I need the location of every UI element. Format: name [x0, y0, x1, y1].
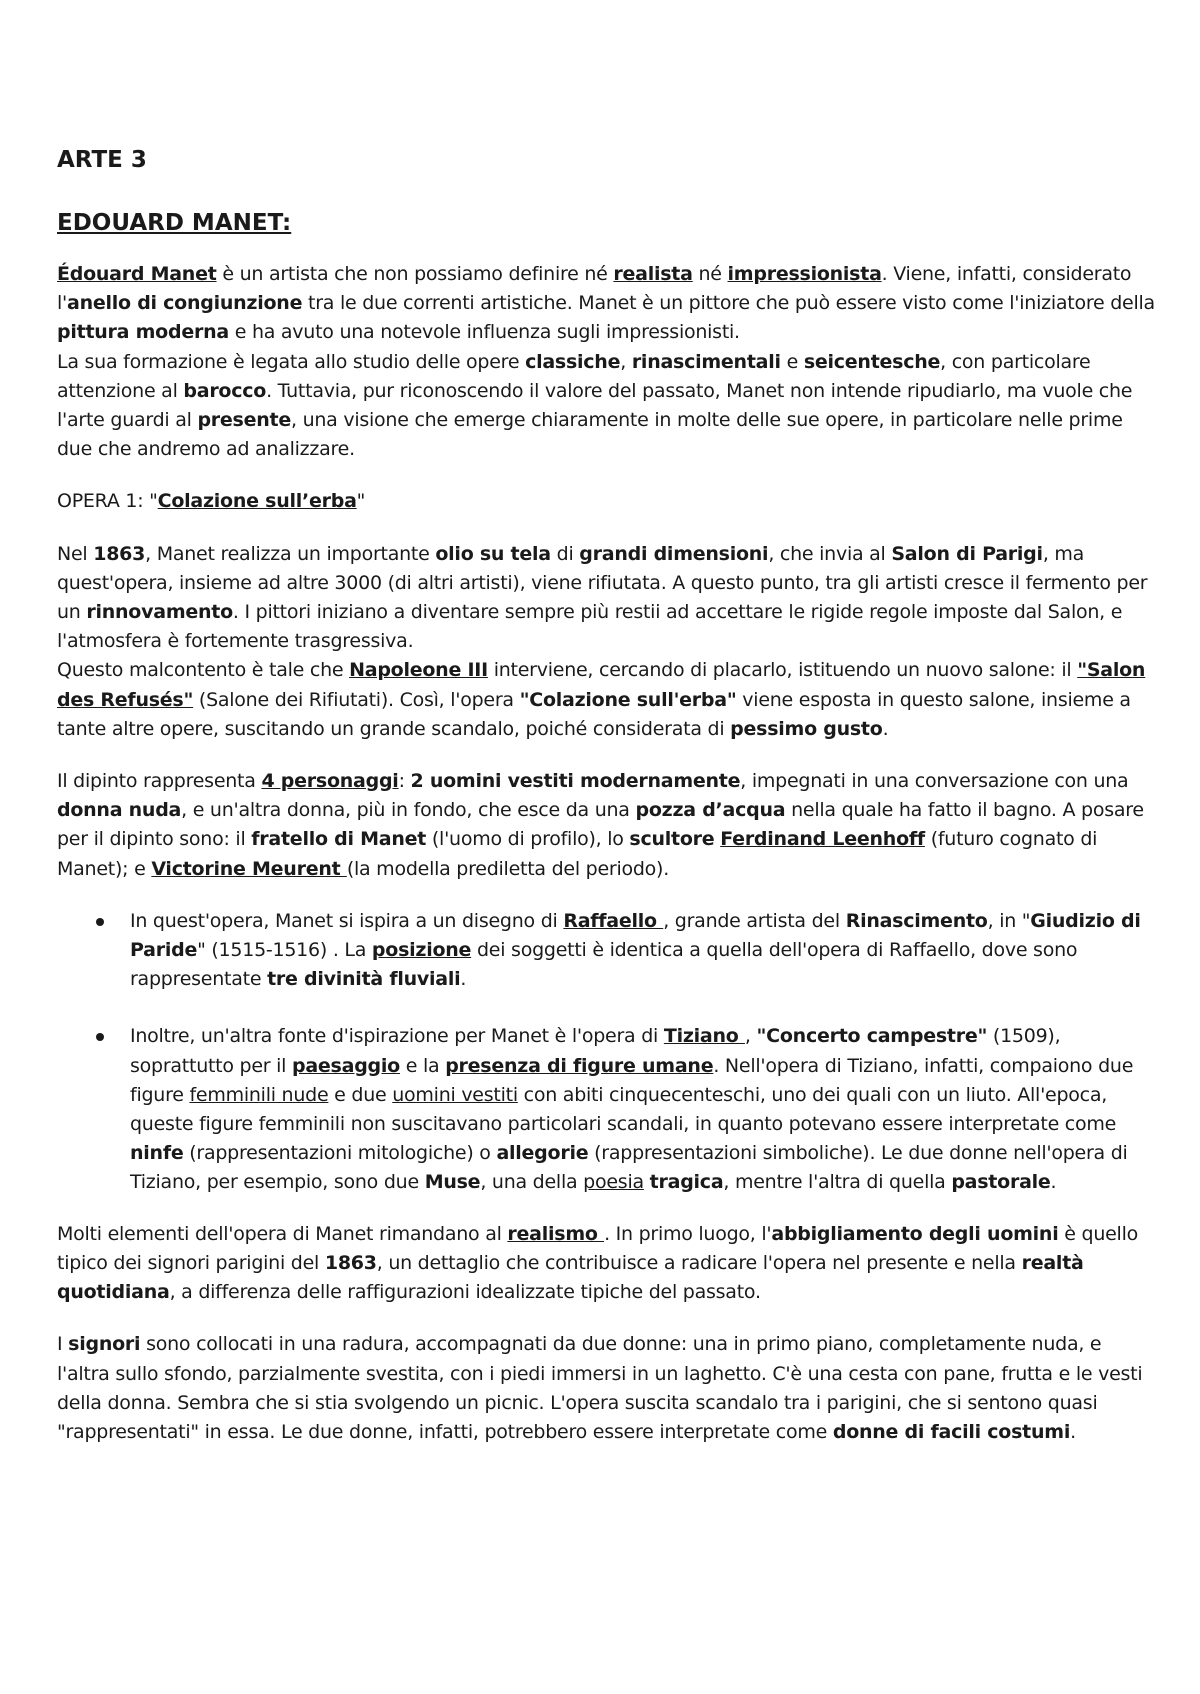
text-run: olio su tela [435, 542, 551, 565]
text-run: . I pittori iniziano a diventare sempre più restii ad accettare le rigide regole imposte dal Salon, e l'atmosfera è fortemente trasgressiva. [57, 601, 1123, 653]
text-run: 4 personaggi [261, 770, 399, 793]
text-run: e [780, 350, 804, 373]
text-run: Inoltre, un'altra fonte d'ispirazione per Manet è l'opera di [130, 1025, 664, 1048]
text-run: , [620, 350, 632, 373]
text-run: né [692, 263, 728, 285]
text-run: , Manet realizza un importante [145, 542, 436, 565]
text-run: , in " [987, 909, 1031, 932]
text-run: "Concerto campestre" [756, 1025, 988, 1048]
text-run: I [57, 1333, 69, 1356]
list-item [130, 1022, 1157, 1197]
text-run: Raffaello [563, 909, 664, 932]
text-run: paesaggio [292, 1054, 400, 1077]
text-run: seicentesche [803, 350, 941, 373]
text-run: , mentre l'altra di quella [723, 1171, 952, 1194]
text-run: realista [613, 263, 693, 285]
text-run: . In primo luogo, l' [604, 1222, 772, 1245]
text-run: presente [197, 409, 292, 432]
text-run: Rinascimento [845, 909, 988, 932]
text-run: . [1050, 1171, 1057, 1194]
text-run: (rappresentazioni mitologiche) o [183, 1142, 497, 1165]
text-run: Il dipinto rappresenta [57, 770, 262, 793]
text-run: femminili nude [189, 1083, 329, 1106]
text-run: " (1515-1516) . La [197, 939, 372, 962]
text-run: 2 uomini vestiti modernamente [410, 770, 741, 793]
text-run: OPERA 1: " [57, 490, 158, 513]
text-run: (rappresentazioni simboliche). Le due donne nell'opera di Tiziano, per esempio, sono due [130, 1142, 1128, 1194]
text-run: (l'uomo di profilo), lo [426, 828, 630, 851]
text-run: grandi dimensioni [579, 542, 769, 565]
intro-paragraph [57, 260, 1157, 464]
text-run: e ha avuto una notevole influenza sugli impressionisti. [228, 321, 740, 344]
text-run: sono collocati in una radura, accompagnati da due donne: una in primo piano, completamente nuda, e l'altra sullo sfondo, parzialmente svestita, con i piedi immersi in un laghetto. C'è una cesta con pane, frutta e le vesti della donna. Sembra che si stia svolgendo un picnic. L'opera suscita scandalo tra i parigini, che si sentono quasi "rappresentati" in essa. Le due donne, infatti, potrebbero essere interpretate come [57, 1333, 1143, 1443]
document-title: ARTE 3 [57, 147, 147, 173]
text-run: pessimo gusto [730, 717, 883, 740]
text-run: , con particolare attenzione al [57, 350, 1091, 402]
text-run: realtà quotidiana [57, 1251, 1084, 1304]
text-run: impressionista [727, 263, 882, 285]
text-run: , [744, 1025, 757, 1048]
text-run: pittura moderna [57, 321, 229, 344]
text-run: 1863 [324, 1251, 377, 1274]
text-run: realismo [507, 1222, 605, 1245]
text-run: Tiziano [663, 1025, 745, 1048]
text-run: . [460, 968, 467, 991]
text-run: e due [328, 1083, 393, 1106]
text-run: scultore [629, 828, 715, 851]
subjects-paragraph [57, 767, 1157, 884]
history-paragraph [57, 540, 1157, 744]
text-run: 1863 [93, 542, 146, 565]
realism-paragraph [57, 1220, 1157, 1308]
work-heading [57, 487, 1157, 516]
text-run: donna nuda [57, 799, 182, 822]
text-run: "Colazione sull'erba" [519, 688, 737, 711]
text-run: viene esposta in questo salone, insieme a tante altre opere, suscitando un grande scandalo, poiché considerata di [57, 688, 1131, 740]
text-run: ninfe [130, 1142, 184, 1165]
text-run: poesia [583, 1171, 644, 1194]
text-run: Salon di Parigi [891, 542, 1043, 565]
text-run: . Viene, infatti, considerato l' [57, 263, 1132, 315]
inspiration-list [57, 907, 1157, 1198]
text-run: . [1070, 1420, 1076, 1443]
text-run: classiche [525, 350, 621, 373]
text-run: è quello tipico dei signori parigini del [57, 1222, 1138, 1274]
text-run: . Nell'opera di Tiziano, infatti, compaiono due figure [130, 1054, 1134, 1106]
text-run: (futuro cognato di Manet); e [57, 828, 1098, 880]
text-run: signori [68, 1333, 141, 1356]
text-run: . Tuttavia, pur riconoscendo il valore del passato, Manet non intende ripudiarlo, ma vuole che l'arte guardi al [57, 379, 1133, 432]
bullet-icon [96, 1033, 104, 1041]
text-run: , un dettaglio che contribuisce a radicare l'opera nel presente e nella [376, 1251, 1022, 1274]
text-run: Muse [424, 1171, 481, 1194]
text-run: pastorale [951, 1171, 1051, 1194]
text-run: Napoleone III [349, 659, 488, 682]
text-run: , che invia al [768, 542, 892, 565]
text-run: " [356, 490, 366, 513]
text-run: : [398, 770, 411, 793]
text-run: donne di facili costumi [832, 1420, 1071, 1443]
text-run: pozza d’acqua [635, 799, 786, 822]
text-run: Colazione sull’erba [157, 490, 357, 513]
text-run: In quest'opera, Manet si ispira a un disegno di [130, 909, 564, 932]
text-run: La sua formazione è legata allo studio delle opere [57, 350, 526, 373]
text-run: Questo malcontento è tale che [57, 659, 350, 682]
text-run: posizione [371, 939, 472, 962]
list-item [130, 907, 1157, 995]
text-run: presenza di figure umane [445, 1054, 714, 1077]
text-run: , a differenza delle raffigurazioni idealizzate tipiche del passato. [169, 1281, 761, 1304]
text-run: , una della [480, 1171, 584, 1194]
text-run: , ma quest'opera, insieme ad altre 3000 (di altri artisti), viene rifiutata. A questo punto, tra gli artisti cresce il fermento per un [57, 542, 1148, 624]
text-run: nella quale ha fatto il bagno. A posare per il dipinto sono: il [57, 799, 1144, 851]
scene-paragraph [57, 1330, 1157, 1447]
text-run: di [550, 542, 580, 565]
section-heading: EDOUARD MANET: [57, 210, 292, 236]
text-run: è un artista che non possiamo definire né [216, 263, 614, 285]
text-run: tragica [649, 1171, 724, 1194]
text-run: con abiti cinquecenteschi, uno dei quali con un liuto. All'epoca, queste figure femminili non suscitavano particolari scandali, in quanto potevano essere interpretate come [130, 1083, 1117, 1136]
text-run: "Salon des Refusés" [57, 659, 1146, 711]
text-run: (Salone dei Rifiutati). Così, l'opera [193, 688, 520, 711]
text-run: , impegnati in una conversazione con una [740, 770, 1129, 793]
text-run: e la [399, 1054, 446, 1077]
text-run: interviene, cercando di placarlo, istituendo un nuovo salone: il [487, 659, 1078, 682]
text-run: rinnovamento [86, 601, 233, 624]
text-run: fratello di Manet [251, 828, 427, 851]
text-run: rinascimentali [631, 350, 781, 373]
text-run: Édouard Manet [57, 263, 217, 285]
text-run: , una visione che emerge chiaramente in molte delle sue opere, in particolare nelle prime due che andremo ad analizzare. [57, 409, 1123, 461]
text-run: , grande artista del [663, 909, 846, 932]
text-run: , e un'altra donna, più in fondo, che esce da una [181, 799, 636, 822]
text-run: dei soggetti è identica a quella dell'opera di Raffaello, dove sono rappresentate [130, 939, 1078, 991]
text-run: Victorine Meurent [151, 857, 347, 880]
document-page [57, 145, 1157, 1470]
text-run: anello di congiunzione [67, 292, 303, 315]
text-run: . [882, 717, 889, 740]
bullet-icon [96, 918, 104, 926]
text-run: uomini vestiti [392, 1083, 518, 1106]
text-run: abbigliamento degli uomini [771, 1222, 1059, 1245]
text-run: tre divinità fluviali [267, 968, 461, 991]
text-run: (la modella prediletta del periodo). [346, 857, 670, 880]
text-run: Ferdinand Leenhoff [720, 828, 925, 851]
text-run: allegorie [496, 1142, 589, 1165]
text-run: (1509), soprattutto per il [130, 1025, 1061, 1077]
text-run: Nel [57, 542, 94, 565]
text-run: Molti elementi dell'opera di Manet rimandano al [57, 1222, 508, 1245]
text-run: barocco [183, 379, 267, 402]
text-run: tra le due correnti artistiche. Manet è un pittore che può essere visto come l'iniziatore della [302, 292, 1155, 315]
text-run: Giudizio di Paride [130, 909, 1141, 962]
